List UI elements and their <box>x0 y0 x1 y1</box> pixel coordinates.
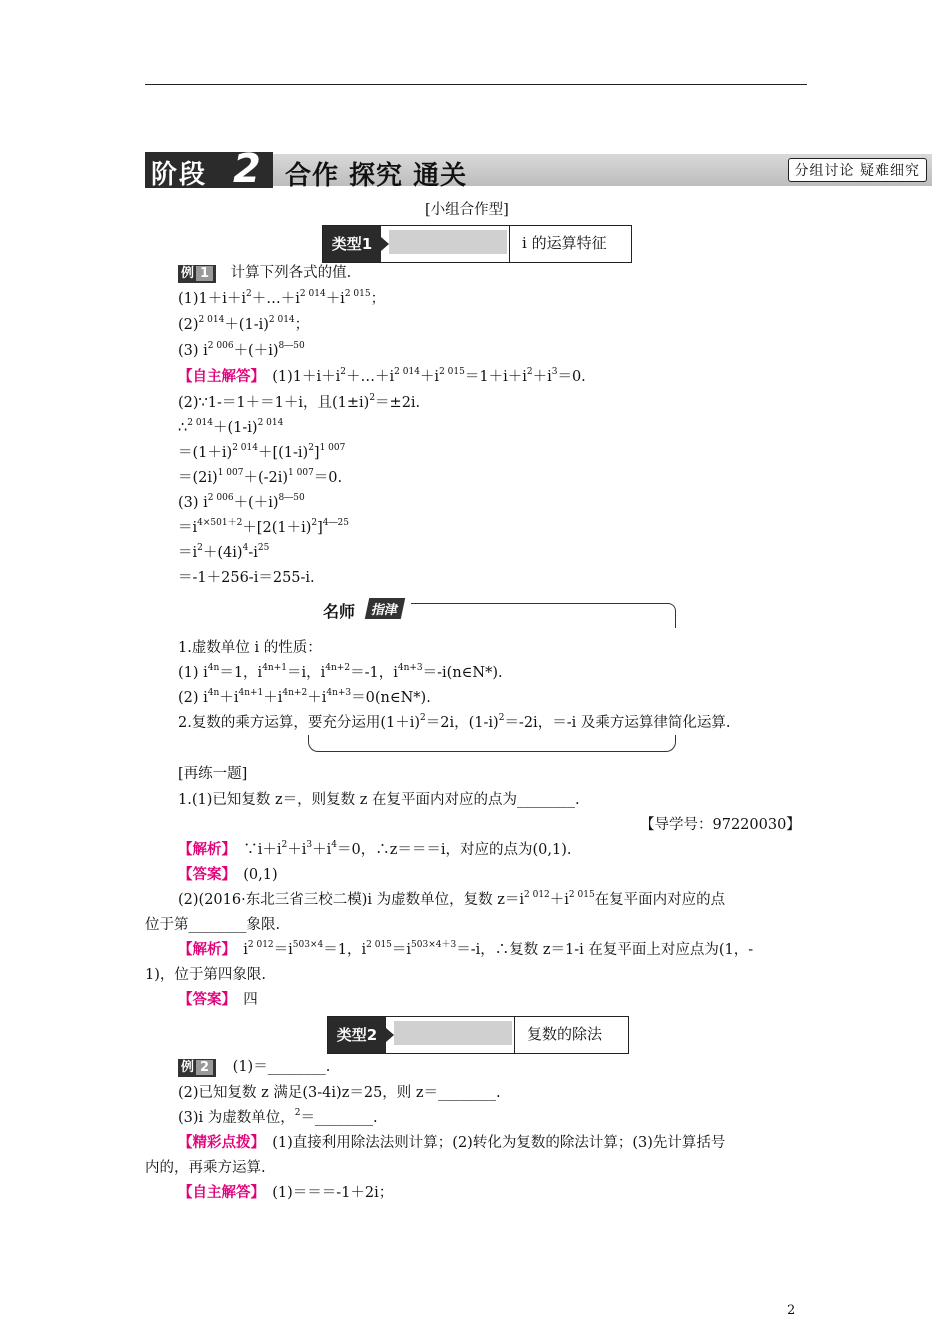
banner-number: 2 <box>233 146 261 192</box>
practice-header: [再练一题] <box>178 766 248 782</box>
example1-intro: 例 1 计算下列各式的值. <box>178 263 351 283</box>
type1-bar <box>389 230 507 254</box>
example2-q1: 例 2 (1)＝________. <box>178 1057 330 1077</box>
solution1-line4: $=(1+i)^{2 014}+[(1-i)^2]^{1 007}$ <box>178 443 346 461</box>
type2-box <box>327 1016 629 1054</box>
example1-q3: (3) $i^{2 006}+(+i)^{8―50}$ <box>178 341 305 359</box>
type1-label: 类型1 <box>323 226 381 262</box>
banner-stage: 阶段 <box>151 160 208 190</box>
teacher-bottom-brace <box>308 735 676 752</box>
solution1-line2: (2)∵1-＝1＋＝1＋i，且$(1\pm i)^2=\pm 2i$. <box>178 393 421 411</box>
type2-arrow-icon <box>386 1028 394 1042</box>
type2-bar <box>394 1021 512 1045</box>
type2-label: 类型2 <box>328 1017 386 1053</box>
practice-answer2: 【答案】 四 <box>178 991 258 1008</box>
type2-name: 复数的除法 <box>514 1017 602 1053</box>
section-header: [小组合作型] <box>425 202 509 218</box>
solution1-line6: (3) $i^{2 006}+(+i)^{8―50}$ <box>178 493 305 511</box>
solution1-line8: $=i^2+(4i)^4-i^{25}$ <box>178 543 270 561</box>
example2-tag: 例 2 <box>178 1059 216 1077</box>
teacher-p1: 1.虚数单位 i 的性质： <box>178 640 322 656</box>
guide-number: 【导学号：97220030】 <box>640 817 801 833</box>
practice-answer1: 【答案】 (0,1) <box>178 866 278 883</box>
banner-tag: 分组讨论 疑难细究 <box>788 158 927 182</box>
practice-jiexi1: 【解析】 $\because i+i^2+i^3+i^4=0$，∴z＝＝＝i，对应的点为(0,1). <box>178 840 572 858</box>
example1-q1: $(1)1+i+i^2+\dots+i^{2 014}+i^{2 015}$； <box>178 289 386 307</box>
stage-banner <box>145 146 932 192</box>
teacher-frame <box>423 603 676 628</box>
practice-jiexi2: 【解析】 $i^{2 012}=i^{503\times 4}=1$，$i^{2 015}=i^{503\times 4+3}=-i$，∴复数 z＝1-i 在复平面上对应点为(1，- <box>178 940 754 958</box>
example1-q2: $(2)^{2 014}+(1-i)^{2 014}$； <box>178 315 310 333</box>
type1-arrow-icon <box>381 237 389 251</box>
teacher-p3: (2) $i^{4n}+i^{4n+1}+i^{4n+2}+i^{4n+3}=0(n\in N*)$. <box>178 688 431 706</box>
teacher-title: 名师 <box>323 602 356 621</box>
practice-q1: 1.(1)已知复数 z＝，则复数 z 在复平面内对应的点为________. <box>178 792 580 808</box>
teacher-badge: 指津 <box>365 598 405 619</box>
example2-q2: (2)已知复数 z 满足(3-4i)z＝25，则 z＝________. <box>178 1085 501 1101</box>
type1-name: i 的运算特征 <box>509 226 607 262</box>
solution1-line3: $\therefore^{2 014}+(1-i)^{2 014}$ <box>178 418 284 436</box>
type1-box <box>322 225 632 263</box>
practice-jiexi2-line2: 1)，位于第四象限. <box>145 967 266 983</box>
example2-q3: (3)i 为虚数单位，$^2$＝________. <box>178 1108 378 1126</box>
teacher-p2: (1) $i^{4n}=1$，$i^{4n+1}=i$，$i^{4n+2}=-1$，$i^{4n+3}=-i(n\in N*)$. <box>178 663 503 681</box>
example2-hint: 【精彩点拨】 (1)直接利用除法法则计算；(2)转化为复数的除法计算；(3)先计算括号 <box>178 1134 726 1151</box>
solution1-line5: $=(2i)^{1 007}+(-2i)^{1 007}=0$. <box>178 468 343 486</box>
example1-tag: 例 1 <box>178 265 216 283</box>
solution1-line9: ＝-1＋256-i＝255-i. <box>178 570 315 586</box>
practice-q2-line2: 位于第________象限. <box>145 917 281 933</box>
practice-q2: (2)(2016·东北三省三校二模)i 为虚数单位，复数 $z=i^{2 012}+i^{2 015}$在复平面内对应的点 <box>178 890 726 908</box>
solution1-line1: 【自主解答】 $(1)1+i+i^2+\dots+i^{2 014}+i^{2 015}=1+i+i^2+i^3=0$. <box>178 367 586 385</box>
page-number: 2 <box>787 1303 796 1318</box>
solution1-line7: $=i^{4\times 501+2}+[2(1+i)^2]^{4―25}$ <box>178 518 349 536</box>
teacher-p4: 2.复数的乘方运算，要充分运用$(1+i)^2=2i$，$(1-i)^2=-2i$，＝-i 及乘方运算律简化运算. <box>178 713 731 731</box>
banner-title: 合作 探究 通关 <box>285 161 468 191</box>
teacher-header <box>315 597 675 627</box>
example2-solution: 【自主解答】 (1)＝＝＝-1＋2i； <box>178 1184 394 1201</box>
example2-hint-line2: 内的，再乘方运算. <box>145 1160 266 1176</box>
top-rule <box>145 84 807 85</box>
